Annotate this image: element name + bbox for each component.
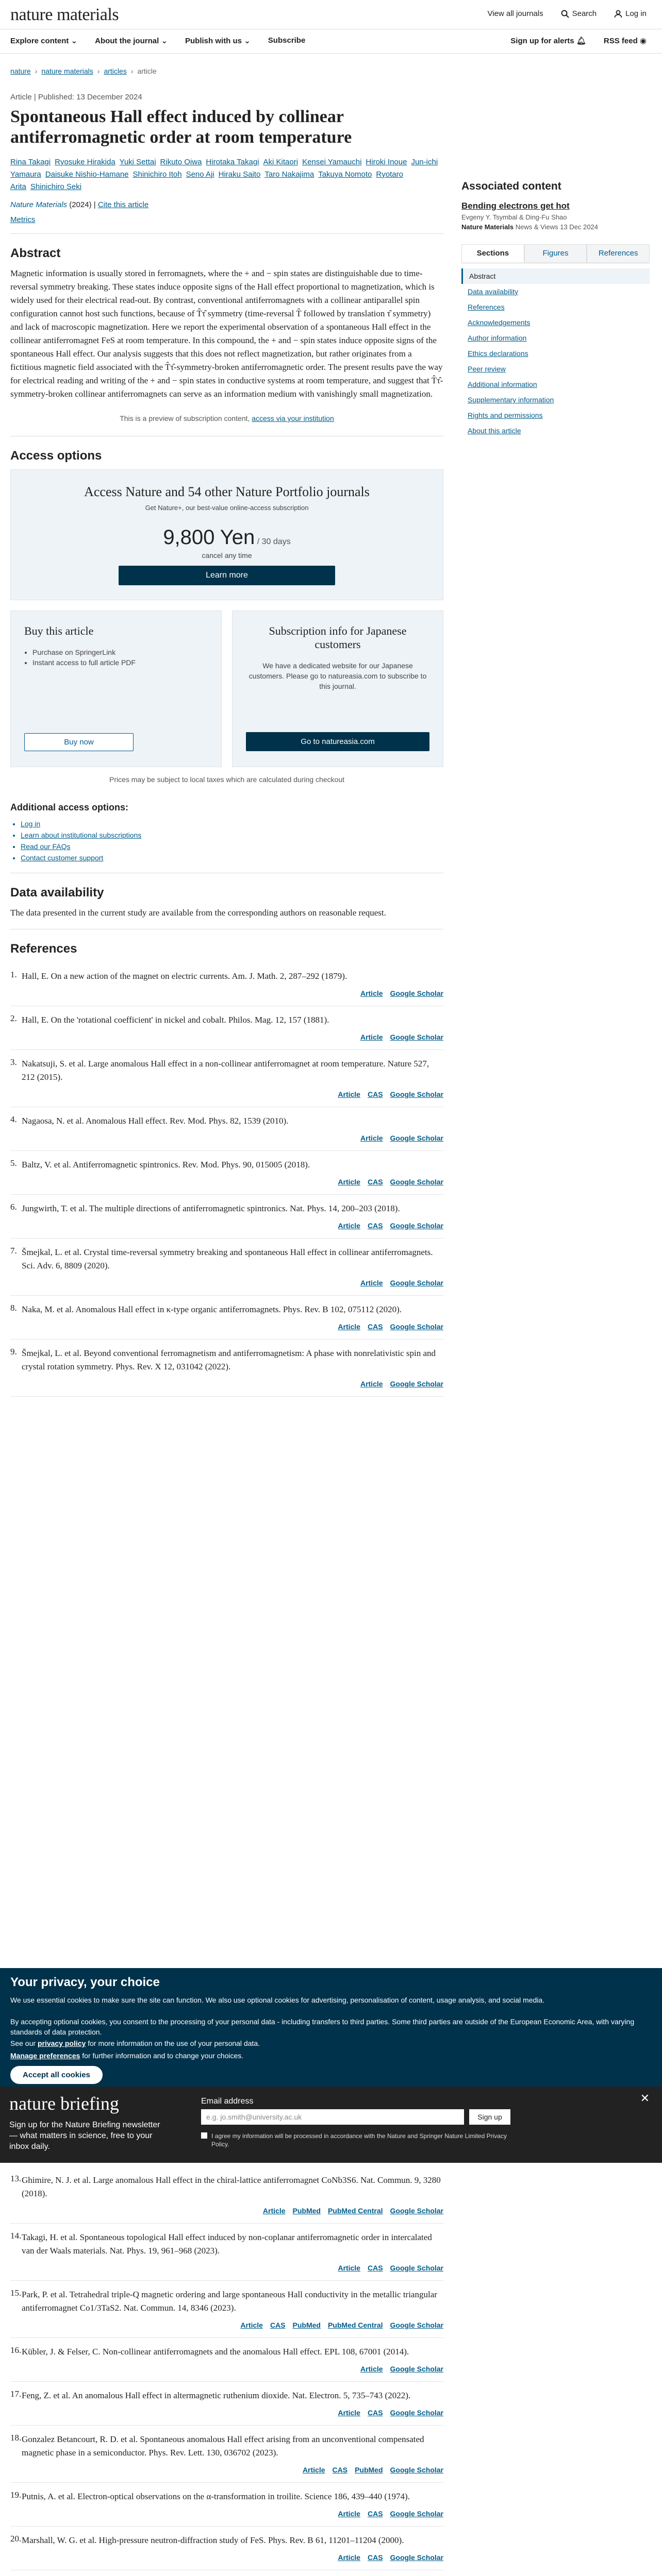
reference-number: 6. (10, 1202, 17, 1212)
briefing-description: Sign up for the Nature Briefing newsletter — what matters in science, free to your inbox daily. (9, 2121, 160, 2151)
breadcrumb-separator: › (97, 67, 100, 75)
reference-link-article[interactable]: Article (262, 2207, 286, 2215)
reference-link-article[interactable]: Article (360, 2365, 383, 2373)
manage-preferences-link[interactable]: Manage preferences (10, 2052, 80, 2060)
author-link[interactable]: Rina Takagi (10, 158, 51, 166)
faqs-link[interactable]: • Read our FAQs (21, 841, 443, 852)
toc-item[interactable]: Abstract (461, 268, 650, 284)
reference-link-article[interactable]: Article (338, 1178, 360, 1186)
rss-label: RSS feed (603, 37, 638, 45)
reference-link-google-scholar[interactable]: Google Scholar (390, 2553, 443, 2562)
tab-sections[interactable]: Sections (461, 244, 524, 263)
reference-link-pubmed[interactable]: PubMed (355, 2466, 383, 2474)
reference-text: Šmejkal, L. et al. Crystal time-reversal symmetry breaking and spontaneous Hall effect in collinear antiferromagnets. Sci. Adv. 6, 8809 (2020). (22, 1247, 433, 1270)
reference-link-cas[interactable]: CAS (367, 2409, 383, 2417)
breadcrumb-articles[interactable]: articles (104, 67, 127, 75)
reference-link-cas[interactable]: CAS (270, 2321, 286, 2329)
reference-list-continued (10, 2166, 443, 2576)
author-link[interactable]: Ryotaro Arita (10, 170, 403, 191)
reference-number: 20. (10, 2534, 22, 2544)
toc-item[interactable]: Data availability (468, 287, 519, 296)
sidebar (461, 180, 650, 438)
reference-link-google-scholar[interactable]: Google Scholar (390, 2510, 443, 2518)
reference-link-article[interactable]: Article (360, 1279, 383, 1287)
email-input[interactable]: e.g. jo.smith@university.ac.uk (201, 2109, 464, 2125)
learn-more-button[interactable]: Learn more (119, 566, 335, 585)
reference-link-article[interactable]: Article (360, 989, 383, 997)
manage-post: for further information and to change your choices. (80, 2052, 244, 2060)
reference-number: 8. (10, 1303, 17, 1313)
main-nav (0, 29, 662, 54)
associated-content-heading: Associated content (461, 180, 561, 192)
article-meta: Article | Published: 13 December 2024 (10, 93, 142, 101)
reference-link-article[interactable]: Article (360, 1134, 383, 1142)
view-all-journals-link[interactable]: View all journals (487, 9, 543, 18)
tab-figures[interactable]: Figures (524, 244, 587, 263)
privacy-text-3 (10, 2038, 650, 2048)
reference-link-pubmed-central[interactable]: PubMed Central (327, 2321, 383, 2329)
author-link[interactable]: Ryosuke Hirakida (55, 158, 115, 166)
reference-link-google-scholar[interactable]: Google Scholar (390, 1178, 443, 1186)
japanese-subscription-title: Subscription info for Japanese customers (269, 624, 407, 651)
privacy-pre: See our (10, 2039, 38, 2047)
additional-access-options (10, 802, 443, 863)
reference-number: 2. (10, 1013, 17, 1023)
abstract-heading: Abstract (10, 246, 61, 260)
toc-item[interactable]: References (468, 303, 505, 311)
toc-item[interactable]: Rights and permissions (468, 411, 543, 419)
list-item: • Instant access to full article PDF (32, 657, 208, 668)
reference-item (10, 1239, 443, 1296)
reference-link-article[interactable]: Article (338, 2510, 360, 2518)
author-link[interactable]: Seno Aji (186, 170, 214, 179)
reference-item (10, 2570, 443, 2576)
reference-item (10, 2281, 443, 2338)
japanese-subscription-box (232, 611, 443, 767)
reference-link-cas[interactable]: CAS (367, 2553, 383, 2562)
reference-number: 13. (10, 2174, 22, 2183)
list-item: • Purchase on SpringerLink (32, 647, 208, 657)
reference-item (10, 1296, 443, 1340)
reference-item (10, 1006, 443, 1050)
author-link[interactable]: Kensei Yamauchi (302, 158, 362, 166)
reference-link-google-scholar[interactable]: Google Scholar (390, 1323, 443, 1331)
author-link[interactable]: Shinichiro Itoh (133, 170, 182, 179)
reference-link-cas[interactable]: CAS (367, 1178, 383, 1186)
reference-link-google-scholar[interactable]: Google Scholar (390, 2466, 443, 2474)
references-heading: References (10, 942, 77, 956)
reference-link-google-scholar[interactable]: Google Scholar (390, 2409, 443, 2417)
reference-link-google-scholar[interactable]: Google Scholar (390, 2207, 443, 2215)
additional-access-heading: Additional access options: (10, 802, 129, 812)
article-title: Spontaneous Hall effect induced by collinear antiferromagnetic order at room temperature (10, 107, 352, 147)
nav-explore-label: Explore content (10, 37, 69, 45)
reference-link-article[interactable]: Article (240, 2321, 263, 2329)
reference-text: Park, P. et al. Tetrahedral triple-Q magnetic ordering and large spontaneous Hall conductivity in the metallic triangular antiferromagnet Co1/3TaS2. Nat. Commun. 14, 8346 (2023). (22, 2290, 437, 2313)
reference-link-article[interactable]: Article (338, 1323, 360, 1331)
reference-number: 5. (10, 1158, 17, 1168)
buy-now-button[interactable]: Buy now (24, 733, 134, 751)
reference-link-google-scholar[interactable]: Google Scholar (390, 1090, 443, 1098)
alerts-label: Sign up for alerts (510, 37, 574, 45)
author-link[interactable]: Aki Kitaori (263, 158, 299, 166)
author-link[interactable]: Hiraku Saito (218, 170, 261, 179)
price-period: / 30 days (255, 537, 291, 546)
reference-link-article[interactable]: Article (338, 1222, 360, 1230)
institution-access-link[interactable]: access via your institution (252, 414, 334, 422)
subscription-title: Access Nature and 54 other Nature Portfolio journals (84, 484, 370, 499)
reference-link-google-scholar[interactable]: Google Scholar (390, 1380, 443, 1388)
search-button[interactable] (561, 9, 597, 18)
metrics-link[interactable]: Metrics (10, 215, 36, 224)
reference-number: 4. (10, 1114, 17, 1124)
subscription-box (10, 469, 443, 600)
breadcrumb-current: article (137, 67, 157, 75)
reference-item (10, 2527, 443, 2570)
reference-text: Gonzalez Betancourt, R. D. et al. Spontaneous anomalous Hall effect arising from an unconventional compensated magnetic phase in a semiconductor. Phys. Rev. Lett. 130, 036702 (2023). (22, 2434, 424, 2458)
briefing-banner (0, 2087, 662, 2163)
author-link[interactable]: Takuya Nomoto (318, 170, 372, 179)
reference-number: 9. (10, 1347, 17, 1357)
subscription-price (11, 526, 443, 549)
author-link[interactable]: Hiroki Inoue (366, 158, 407, 166)
accept-cookies-button[interactable]: Accept all cookies (10, 2066, 103, 2084)
reference-link-google-scholar[interactable]: Google Scholar (390, 1134, 443, 1142)
close-icon[interactable]: ✕ (640, 2092, 650, 2105)
reference-text: Jungwirth, T. et al. The multiple directions of antiferromagnetic spintronics. Nat. Phys. 14, 200–203 (2018). (22, 1204, 400, 1213)
agree-text: I agree my information will be processed in accordance with the Nature and Springer Nature Limited Privacy Policy. (211, 2132, 507, 2148)
reference-link-google-scholar[interactable]: Google Scholar (390, 2365, 443, 2373)
reference-text: Hall, E. On a new action of the magnet on electric currents. Am. J. Math. 2, 287–292 (1879). (22, 971, 347, 981)
associated-authors: Evgeny Y. Tsymbal & Ding-Fu Shao (461, 213, 567, 221)
reference-text: Nakatsuji, S. et al. Large anomalous Hall effect in a non-collinear antiferromagnet at room temperature. Nature 527, 212 (2015). (22, 1059, 429, 1082)
tab-references[interactable]: References (587, 244, 650, 263)
briefing-logo: nature briefing (9, 2093, 119, 2114)
author-link[interactable]: Daisuke Nishio-Hamane (45, 170, 129, 179)
japanese-subscription-text: We have a dedicated website for our Japanese customers. Please go to natureasia.com to subscribe to this journal. (249, 662, 427, 690)
cite-this-article-link[interactable]: Cite this article (97, 200, 149, 209)
table-of-contents (461, 268, 650, 438)
associated-date: News & Views 13 Dec 2024 (515, 223, 598, 231)
reference-link-article[interactable]: Article (338, 2409, 360, 2417)
reference-link-google-scholar[interactable]: Google Scholar (390, 1033, 443, 1041)
reference-item (10, 962, 443, 1006)
price-amount: 9,800 Yen (163, 526, 255, 549)
toc-item[interactable]: Additional information (468, 380, 537, 388)
reference-text: Putnis, A. et al. Electron-optical observations on the α-transformation in troilite. Science 186, 439–440 (1974). (22, 2492, 410, 2501)
alerts-signup-link[interactable] (510, 36, 586, 45)
nav-subscribe[interactable]: Subscribe (268, 36, 306, 45)
buy-article-box (10, 611, 222, 767)
toc-item[interactable]: Peer review (468, 365, 506, 373)
reference-list (10, 962, 443, 1397)
reference-link-cas[interactable]: CAS (367, 2510, 383, 2518)
preview-note (10, 414, 443, 422)
reference-link-article[interactable]: Article (338, 1090, 360, 1098)
author-list (10, 156, 443, 193)
email-label: Email address (201, 2097, 254, 2106)
reference-item (10, 2338, 443, 2382)
reference-number: 17. (10, 2389, 22, 2399)
reference-link-article[interactable]: Article (338, 2264, 360, 2272)
reference-item (10, 1340, 443, 1397)
tax-note: Prices may be subject to local taxes which are calculated during checkout (109, 775, 344, 784)
reference-number: 18. (10, 2433, 22, 2443)
signup-button[interactable]: Sign up (469, 2109, 510, 2125)
privacy-banner (0, 1968, 662, 2087)
toc-item[interactable]: Author information (468, 334, 527, 342)
reference-link-pubmed-central[interactable]: PubMed Central (327, 2207, 383, 2215)
breadcrumb-separator: › (130, 67, 134, 75)
reference-link-google-scholar[interactable]: Google Scholar (390, 2321, 443, 2329)
reference-number: 1. (10, 970, 17, 979)
chevron-down-icon: ⌄ (161, 37, 168, 45)
data-availability-heading: Data availability (10, 886, 104, 900)
rss-link[interactable] (604, 36, 647, 45)
nav-publish-label: Publish with us (185, 37, 242, 45)
reference-text: Baltz, V. et al. Antiferromagnetic spintronics. Rev. Mod. Phys. 90, 015005 (2018). (22, 1160, 310, 1170)
reference-link-article[interactable]: Article (360, 1380, 383, 1388)
separator: | (93, 200, 98, 209)
reference-item (10, 2166, 443, 2224)
search-icon (561, 10, 569, 18)
sidebar-tabs (461, 244, 650, 263)
reference-link-google-scholar[interactable]: Google Scholar (390, 989, 443, 997)
journal-logo[interactable]: nature materials (10, 5, 119, 24)
reference-link-article[interactable]: Article (338, 2553, 360, 2562)
privacy-heading: Your privacy, your choice (10, 1975, 160, 1989)
reference-text: Naka, M. et al. Anomalous Hall effect in κ-type organic antiferromagnets. Phys. Rev. B 102, 075112 (2020). (22, 1304, 402, 1314)
bell-icon: 🔔︎ (576, 37, 586, 45)
reference-number: 3. (10, 1057, 17, 1067)
author-link[interactable]: Rikuto Oiwa (160, 158, 202, 166)
privacy-post: for more information on the use of your personal data. (86, 2039, 260, 2047)
access-options-heading: Access options (10, 449, 102, 463)
reference-link-cas[interactable]: CAS (367, 1090, 383, 1098)
nav-about-label: About the journal (95, 37, 159, 45)
toc-item[interactable]: Acknowledgements (468, 318, 531, 327)
reference-link-google-scholar[interactable]: Google Scholar (390, 1279, 443, 1287)
toc-item[interactable]: Ethics declarations (468, 349, 528, 358)
rss-icon: ◉ (639, 37, 647, 45)
reference-text: Marshall, W. G. et al. High-pressure neutron-diffraction study of FeS. Phys. Rev. B 61, 11201–11204 (2000). (22, 2535, 404, 2545)
nav-publish[interactable] (185, 36, 251, 45)
institutional-subscriptions-link[interactable]: • Learn about institutional subscriptions (21, 829, 443, 841)
login-label: Log in (625, 9, 647, 18)
reference-item (10, 2382, 443, 2426)
nav-explore-content[interactable] (10, 36, 77, 45)
journal-name[interactable]: Nature Materials (10, 200, 68, 209)
reference-item (10, 1107, 443, 1151)
reference-link-google-scholar[interactable]: Google Scholar (390, 1222, 443, 1230)
reference-link-google-scholar[interactable]: Google Scholar (390, 2264, 443, 2272)
reference-number: 15. (10, 2288, 22, 2298)
divider (10, 233, 443, 234)
associated-meta (461, 223, 650, 231)
cancel-note: cancel any time (202, 551, 252, 560)
breadcrumb (10, 67, 157, 75)
reference-link-cas[interactable]: CAS (367, 1323, 383, 1331)
author-link[interactable]: Hirotaka Takagi (206, 158, 259, 166)
reference-number: 7. (10, 1246, 17, 1256)
privacy-text-1: We use essential cookies to make sure the site can function. We also use optional cookies for advertising, personalisation of content, usage analysis, and social media. (10, 1996, 545, 2004)
site-header (0, 0, 662, 29)
login-link[interactable]: • Log in (21, 818, 443, 829)
reference-text: Feng, Z. et al. An anomalous Hall effect in altermagnetic ruthenium dioxide. Nat. Electron. 5, 735–743 (2022). (22, 2391, 411, 2400)
preview-text: This is a preview of subscription content, (120, 414, 250, 422)
article-main (10, 93, 443, 1397)
reference-item (10, 2224, 443, 2281)
author-link[interactable]: Yuki Settai (119, 158, 156, 166)
toc-item[interactable]: About this article (468, 427, 521, 435)
citation-year: (2024) (67, 200, 92, 209)
reference-item (10, 1050, 443, 1107)
reference-item (10, 1195, 443, 1239)
breadcrumb-journal[interactable]: nature materials (41, 67, 93, 75)
chevron-down-icon: ⌄ (71, 37, 78, 45)
breadcrumb-nature[interactable]: nature (10, 67, 31, 75)
associated-journal: Nature Materials (461, 223, 514, 231)
reference-text: Nagaosa, N. et al. Anomalous Hall effect. Rev. Mod. Phys. 82, 1539 (2010). (22, 1116, 289, 1126)
nav-about-journal[interactable] (95, 36, 168, 45)
customer-support-link[interactable]: • Contact customer support (21, 852, 443, 863)
reference-text: Ghimire, N. J. et al. Large anomalous Hall effect in the chiral-lattice antiferromagnet CoNb3S6. Nat. Commun. 9, 3280 (2018). (22, 2175, 441, 2198)
reference-link-cas[interactable]: CAS (367, 1222, 383, 1230)
reference-text: Hall, E. On the 'rotational coefficient' in nickel and cobalt. Philos. Mag. 12, 157 (1881). (22, 1015, 329, 1025)
reference-link-pubmed[interactable]: PubMed (292, 2321, 321, 2329)
reference-text: Šmejkal, L. et al. Beyond conventional ferromagnetism and antiferromagnetism: A phase with nonrelativistic spin and crystal rotation symmetry. Phys. Rev. X 12, 031042 (2022). (22, 1348, 436, 1371)
natureasia-button[interactable]: Go to natureasia.com (246, 732, 429, 751)
data-availability-text: The data presented in the current study are available from the corresponding authors on reasonable request. (10, 908, 386, 918)
abstract-text: Magnetic information is usually stored in ferromagnets, where the + and − spin states are distinguishable due to time-reversal symmetry breaking. These states induce opposite signs of the Hall effect proportional to magnetization, which is widely used for their electrical read-out. By contrast, conventional antiferromagnets with a collinear antiparallel spin configuration cannot host such functions, because of T̂τ̂ symmetry (time-reversal T̂ followed by translation τ̂ symmetry) and lack of macroscopic magnetization. Here we report the experimental observation of a spontaneous Hall effect in the collinear antiferromagnet FeS at room temperature. In this compound, the + and − spin states induce opposite signs of the spontaneous Hall effect. Our analysis suggests that this does not reflect magnetization, but rather originates from a fictitious magnetic field associated with the T̂τ̂-symmetry-broken antiferromagnetic order. The present results pave the way for electrical reading and writing of the + and − spin states in conductive systems at room temperature, and suggest that T̂τ̂-symmetry-broken collinear antiferromagnets can serve as an information medium with vanishingly small magnetization. (10, 268, 443, 399)
author-link[interactable]: Taro Nakajima (264, 170, 315, 179)
subscription-subtitle: Get Nature+, our best-value online-access subscription (145, 504, 309, 512)
associated-article-link[interactable]: Bending electrons get hot (461, 201, 570, 211)
reference-item (10, 1151, 443, 1195)
citation-line (10, 200, 443, 209)
reference-number: 14. (10, 2231, 22, 2241)
toc-item[interactable]: Supplementary information (468, 396, 554, 404)
chevron-down-icon: ⌄ (244, 37, 251, 45)
reference-number: 16. (10, 2345, 22, 2355)
reference-text: Takagi, H. et al. Spontaneous topological Hall effect induced by non-coplanar antiferromagnetic order in intercalated van der Waals materials. Nat. Phys. 19, 961–968 (2023). (22, 2232, 432, 2256)
reference-item (10, 2426, 443, 2483)
privacy-text-4 (10, 2050, 650, 2061)
reference-text: Kübler, J. & Felser, C. Non-collinear antiferromagnets and the anomalous Hall effect. EPL 108, 67001 (2014). (22, 2347, 409, 2357)
reference-link-pubmed[interactable]: PubMed (292, 2207, 321, 2215)
login-button[interactable] (614, 9, 647, 18)
reference-number: 19. (10, 2490, 22, 2500)
search-label: Search (572, 9, 597, 18)
author-link[interactable]: Jun-ichi Yamaura (10, 158, 438, 179)
reference-link-cas[interactable]: CAS (367, 2264, 383, 2272)
reference-item (10, 2483, 443, 2527)
breadcrumb-separator: › (35, 67, 38, 75)
user-icon (614, 10, 622, 18)
reference-link-cas[interactable]: CAS (332, 2466, 348, 2474)
privacy-policy-link[interactable]: privacy policy (37, 2039, 86, 2047)
reference-link-article[interactable]: Article (302, 2466, 325, 2474)
agree-checkbox[interactable] (201, 2132, 207, 2139)
buy-article-title: Buy this article (24, 624, 94, 637)
reference-link-article[interactable]: Article (360, 1033, 383, 1041)
author-link[interactable]: Shinichiro Seki (30, 182, 82, 191)
privacy-text-2: By accepting optional cookies, you consent to the processing of your personal data - including transfers to third parties. Some third parties are outside of the European Economic Area, with varying standards of data protection. (10, 2018, 635, 2036)
